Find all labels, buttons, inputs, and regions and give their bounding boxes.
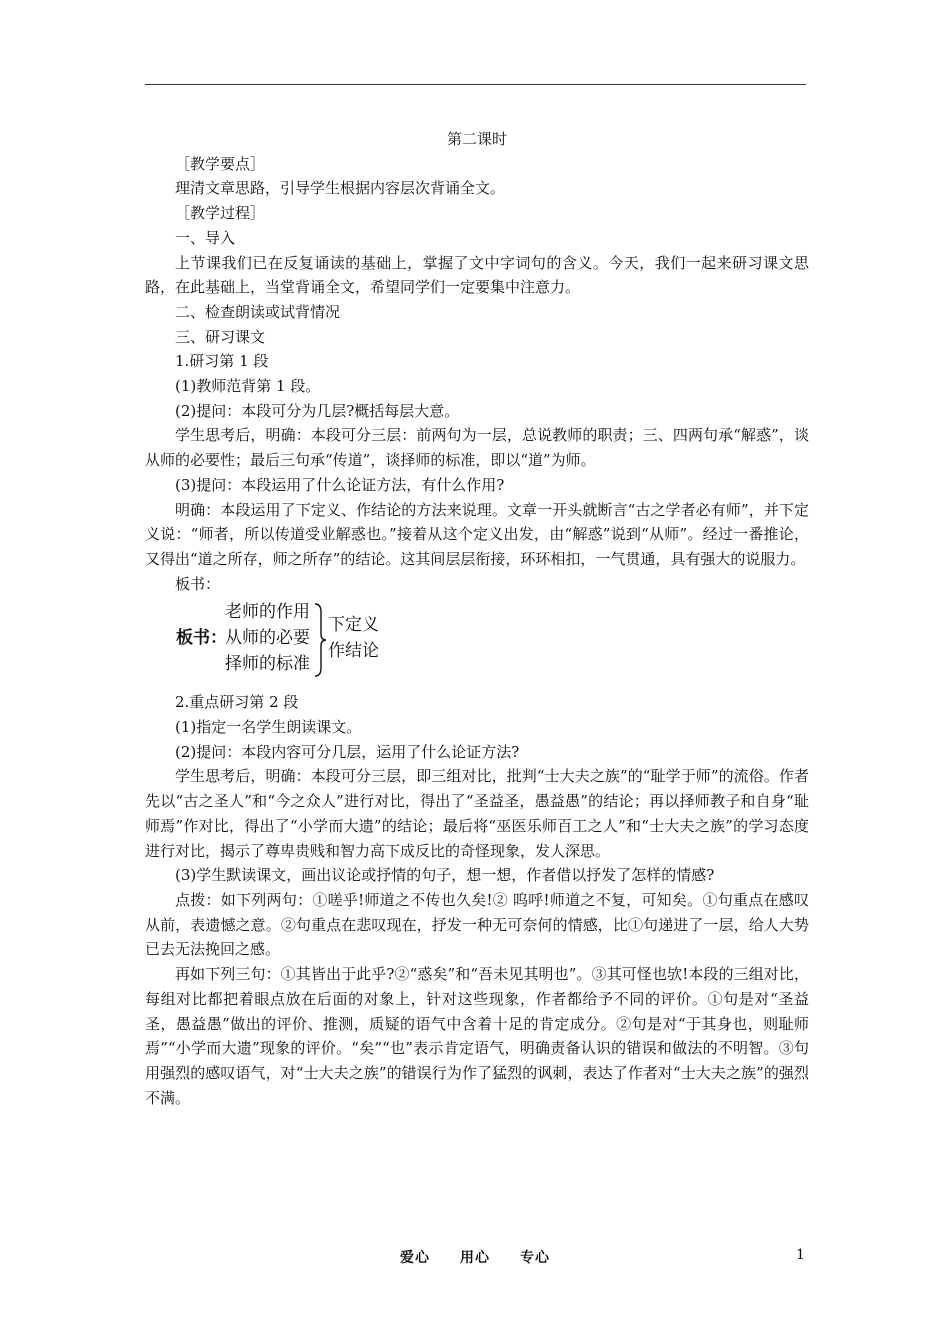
part2-item-d: (3)学生默读课文，画出议论或抒情的句子，想一想，作者借以抒发了怎样的情感? [175, 866, 715, 885]
header-rule [145, 84, 806, 85]
step-3: 三、研习课文 [175, 327, 266, 346]
part2-item-f: 再如下列三句：①其皆出于此乎?②“惑矣”和“吾未见其明也”。③其可怪也欤!本段的三组对比，每组对比都把着眼点放在后面的对象上，针对这些现象，作者都给予不同的评价。①句是对“圣益圣，愚益愚”做出的评价、推测，质疑的语气中含着十足的肯定成分。②句是对“于其身也，则耻师焉”“小学而大遗”现象的评价。“矣”“也”表示肯定语气，明确责备认识的错误和做法的不明智。③句用强烈的感叹语气，对“士大夫之族”的错误行为作了猛烈的讽刺，表达了作者对“士大夫之族”的强烈不满。 [145, 965, 809, 1107]
process-heading: ［教学过程］ [175, 204, 266, 223]
board-right-item: 作结论 [328, 641, 379, 662]
focus-heading: ［教学要点］ [175, 154, 266, 173]
page-number: 1 [796, 1247, 805, 1263]
board-left-item: 从师的必要 [225, 628, 310, 649]
footer-motto: 爱心 用心 专心 [400, 1250, 550, 1266]
part2-item-e: 点拨：如下列两句：①嗟乎!师道之不传也久矣!② 呜呼!师道之不复，可知矣。①句重点在感叹从前，表遗憾之意。②句重点在悲叹现在，抒发一种无可奈何的情感，比①句递进了一层，给人大势已去无法挽回之感。 [145, 890, 809, 959]
part1-item-c: 学生思考后，明确：本段可分三层：前两句为一层，总说教师的职责；三、四两句承“解惑”，谈从师的必要性；最后三句承“传道”，谈择师的标准，即以“道”为师。 [145, 426, 809, 470]
board-label: 板书： [175, 574, 221, 593]
board-lead: 板书： [176, 628, 227, 649]
intro-paragraph: 上节课我们已在反复诵读的基础上，掌握了文中字词句的含义。今天，我们一起来研习课文思路，在此基础上，当堂背诵全文，希望同学们一定要集中注意力。 [145, 253, 809, 297]
board-right-item: 下定义 [328, 615, 379, 636]
part2-item-b: (2)提问：本段内容可分几层，运用了什么论证方法? [175, 742, 520, 761]
brace-icon [313, 602, 327, 678]
part1-heading: 1.研习第 1 段 [175, 352, 269, 371]
board-left-item: 择师的标准 [225, 654, 310, 675]
page-title: 第二课时 [446, 130, 507, 148]
blackboard-outline [145, 596, 809, 684]
board-left-item: 老师的作用 [225, 602, 310, 623]
step-1: 一、导入 [175, 228, 236, 247]
part2-heading: 2.重点研习第 2 段 [175, 693, 299, 712]
part1-item-d: (3)提问：本段运用了什么论证方法，有什么作用? [175, 475, 505, 494]
focus-text: 理清文章思路，引导学生根据内容层次背诵全文。 [175, 179, 506, 198]
part2-item-c: 学生思考后，明确：本段可分三层，即三组对比，批判“士大夫之族”的“耻学于师”的流俗。作者先以“古之圣人”和“今之众人”进行对比，得出了“圣益圣，愚益愚”的结论；再以择师教子和自身“耻师焉”作对比，得出了“小学而大遗”的结论；最后将“巫医乐师百工之人”和“士大夫之族”的学习态度进行对比，揭示了尊卑贵贱和智力高下成反比的奇怪现象，发人深思。 [145, 767, 809, 860]
part1-item-b: (2)提问：本段可分为几层?概括每层大意。 [175, 401, 460, 420]
step-2: 二、检查朗读或试背情况 [175, 302, 341, 321]
part1-item-e: 明确：本段运用了下定义、作结论的方法来说理。文章一开头就断言“古之学者必有师”，并下定义说：“师者，所以传道受业解惑也。”接着从这个定义出发，由“解惑”说到“从师”。经过一番推论，又得出“道之所存，师之所存”的结论。这其间层层衔接，环环相扣，一气贯通，具有强大的说服力。 [145, 500, 809, 568]
part1-item-a: (1)教师范背第 1 段。 [175, 377, 321, 396]
part2-item-a: (1)指定一名学生朗读课文。 [175, 718, 362, 737]
document-body [145, 127, 809, 1110]
